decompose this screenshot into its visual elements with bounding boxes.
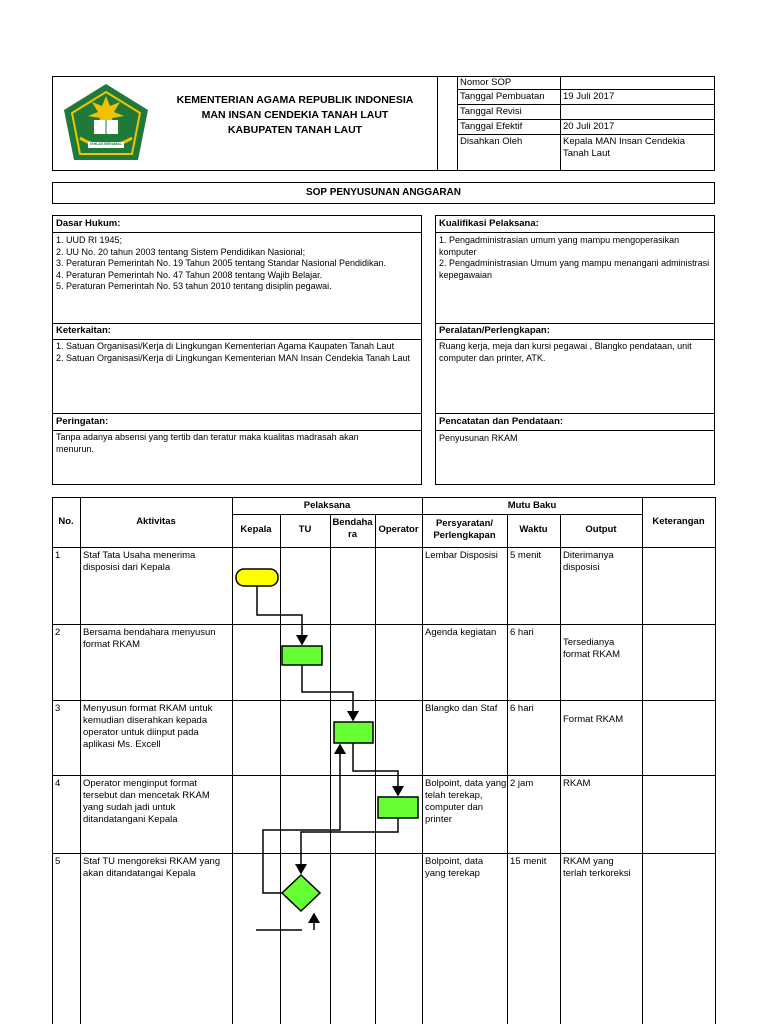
keterkaitan-text: 1. Satuan Organisasi/Kerja di Lingkungan Kementerian Agama Kaupaten Tanah Laut 2. Satuan Organisasi/Kerja di Lingkungan Kementerian MAN Insan Cendekia Tanah Laut (56, 341, 411, 363)
row1-output: Diterimanya disposisi (563, 550, 614, 573)
row3-waktu: 6 hari (510, 703, 534, 714)
row4-waktu: 2 jam (510, 778, 534, 789)
col-header-persyaratan: Persyaratan/ Perlengkapan (433, 518, 496, 541)
institution-title-1: KEMENTERIAN AGAMA REPUBLIK INDONESIA (176, 94, 414, 106)
pencatatan-label: Pencatatan dan Pendataan: (439, 416, 564, 427)
sop-title: SOP PENYUSUNAN ANGGARAN (305, 187, 462, 198)
decision-tu (282, 875, 320, 911)
info-label-efektif: Tanggal Efektif (460, 121, 523, 132)
connector-3-4 (353, 743, 398, 795)
row2-waktu: 6 hari (510, 627, 534, 638)
info-value-pembuatan: 19 Juli 2017 (563, 91, 615, 102)
process-tu (282, 646, 322, 665)
info-label-pembuatan: Tanggal Pembuatan (460, 91, 545, 102)
col-header-operator: Operator (378, 524, 419, 535)
row3-output: Format RKAM (563, 714, 624, 725)
kualifikasi-label: Kualifikasi Pelaksana: (439, 218, 539, 229)
row5-persyaratan: Bolpoint, data yang terekap (425, 856, 484, 879)
col-header-no: No. (58, 516, 74, 527)
row2-persyaratan: Agenda kegiatan (425, 627, 497, 638)
row2-no: 2 (55, 627, 61, 638)
row5-no: 5 (55, 856, 61, 867)
row4-aktivitas: Operator menginput format tersebut dan mencetak RKAM yang sudah jadi untuk ditandatangani Kepala (83, 778, 210, 825)
info-label-nomor: Nomor SOP (460, 77, 512, 88)
dasar-hukum-text: 1. UUD RI 1945; 2. UU No. 20 tahun 2003 tentang Sistem Pendidikan Nasional; 3. Peraturan Pemerintah No. 19 Tahun 2005 tentang Standar Nasional Pendidikan. 4. Peraturan Pemerintah No. 47 Tahun 2008 tentang Wajib Belajar. 5. Peraturan Pemerintah No. 53 tahun 2010 tentang disiplin pegawai. (56, 235, 387, 291)
connector-4-5 (301, 818, 398, 873)
info-label-disahkan: Disahkan Oleh (460, 136, 523, 147)
row3-no: 3 (55, 703, 61, 714)
info-value-efektif: 20 Juli 2017 (563, 121, 615, 132)
row4-output: RKAM (563, 778, 591, 789)
row5-aktivitas: Staf TU mengoreksi RKAM yang akan ditandatangai Kepala (83, 856, 221, 879)
col-header-pelaksana: Pelaksana (303, 500, 351, 511)
col-header-keterangan: Keterangan (652, 516, 705, 527)
col-header-kepala: Kepala (240, 524, 272, 535)
row1-no: 1 (55, 550, 61, 561)
row2-aktivitas: Bersama bendahara menyusun format RKAM (83, 627, 216, 650)
institution-title-3: KABUPATEN TANAH LAUT (227, 124, 363, 136)
row4-no: 4 (55, 778, 61, 789)
peralatan-text: Ruang kerja, meja dan kursi pegawai , Blangko pendataan, unit computer dan printer, ATK. (439, 341, 692, 363)
row4-persyaratan: Bolpoint, data yang telah terekap, computer dan printer (425, 778, 507, 825)
terminator-start (236, 569, 278, 586)
connector-2-3 (302, 665, 353, 720)
keterkaitan-label: Keterkaitan: (56, 325, 111, 336)
institution-title-2: MAN INSAN CENDEKIA TANAH LAUT (201, 109, 389, 121)
dasar-hukum-label: Dasar Hukum: (56, 218, 121, 229)
col-header-tu: TU (298, 524, 312, 535)
row5-waktu: 15 menit (510, 856, 547, 867)
col-header-mutu-baku: Mutu Baku (507, 500, 557, 511)
col-header-bendahara: Bendaha ra (332, 517, 373, 540)
info-label-revisi: Tanggal Revisi (460, 106, 522, 117)
logo-motto: IKHLAS BERAMAL (90, 142, 122, 146)
process-operator (378, 797, 418, 818)
row3-aktivitas: Menyusun format RKAM untuk kemudian diserahkan kepada operator untuk diinput pada aplikasi Ms. Excell (83, 703, 213, 750)
row1-waktu: 5 menit (510, 550, 542, 561)
row1-aktivitas: Staf Tata Usaha menerima disposisi dari Kepala (83, 550, 196, 573)
row2-output: Tersedianya format RKAM (563, 637, 621, 660)
peralatan-label: Peralatan/Perlengkapan: (439, 325, 550, 336)
info-value-disahkan: Kepala MAN Insan Cendekia Tanah Laut (563, 136, 685, 159)
row5-output: RKAM yang terlah terkoreksi (563, 856, 631, 879)
row3-persyaratan: Blangko dan Staf (425, 703, 498, 714)
row1-persyaratan: Lembar Disposisi (425, 550, 498, 561)
col-header-waktu: Waktu (519, 524, 548, 535)
peringatan-label: Peringatan: (56, 416, 109, 427)
pencatatan-text: Penyusunan RKAM (439, 433, 518, 443)
process-bendahara (334, 722, 373, 743)
peringatan-text: Tanpa adanya absensi yang tertib dan teratur maka kualitas madrasah akan menurun. (56, 432, 359, 454)
col-header-aktivitas: Aktivitas (136, 516, 176, 527)
connector-1-2 (257, 586, 302, 644)
kualifikasi-text: 1. Pengadministrasian umum yang mampu mengoperasikan komputer 2. Pengadministrasian Umum yang mampu menangani administrasi kepegawaian (439, 235, 710, 280)
col-header-output: Output (585, 524, 617, 535)
